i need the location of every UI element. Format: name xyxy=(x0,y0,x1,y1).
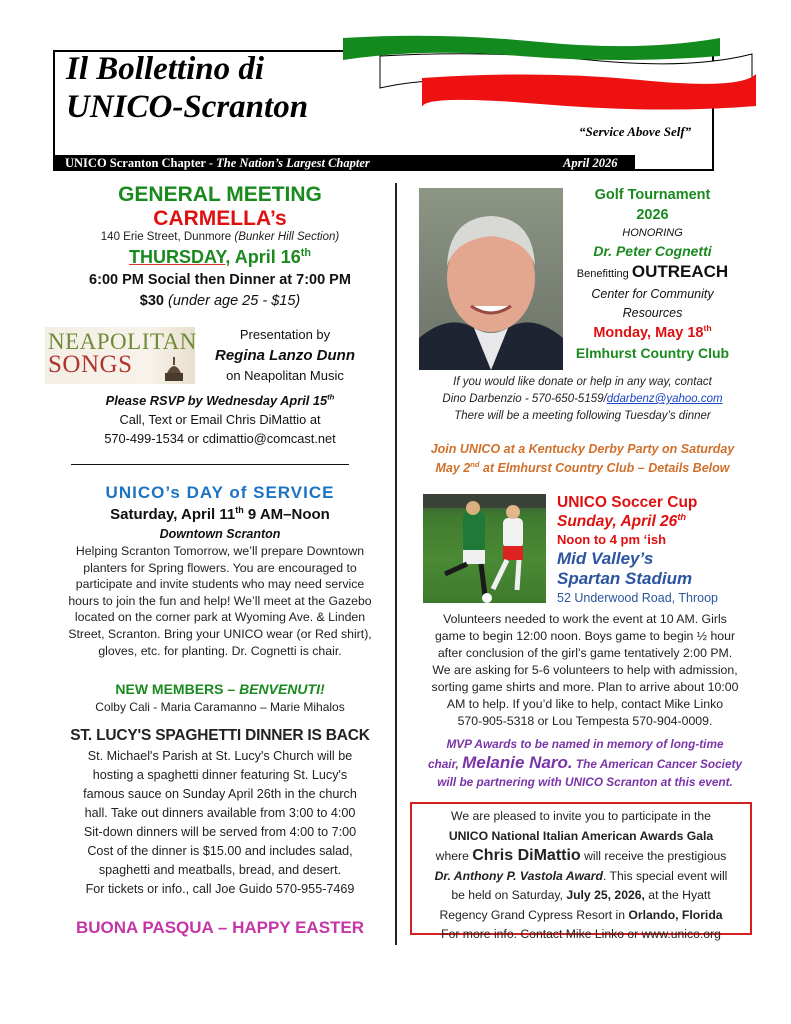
portrait-illustration xyxy=(419,188,563,370)
soccer-cup-section: UNICO Soccer Cup Sunday, April 26th Noon to 4 pm ‘ish Mid Valley’s Spartan Stadium 52 Underwood Road, Throop xyxy=(557,493,757,607)
email-link[interactable]: ddarbenz@yahoo.com xyxy=(606,393,723,405)
honoree-photo xyxy=(419,188,563,370)
golf-venue: Elmhurst Country Club xyxy=(575,345,730,361)
soccer-volunteer-info: Volunteers needed to work the event at 10 AM. Girls game to begin 12:00 noon. Boys game to begin ½ hour after conclusion of the girl’s game tentatively 2:00 PM. We are asking for 5-6 volunteers to help with admission, sorting game shirts and more. Plan to arrive about 10:00 AM to help. If you’d like to help, contact Mike Linko 570-905-5318 or Lou Tempesta 570-904-0009. xyxy=(431,612,739,728)
day-of-service-section: UNICO’s DAY of SERVICE Saturday, April 11th 9 AM–Noon Downtown Scranton Helping Scranton Tomorrow, we’ll prepare Downtown planters for Spring flowers. You are encouraged to participate and invite students who may need service hours to join the fun and help! We’ll meet at the Gazebo located on the corner park at Wyoming Ave. & Linden Street, Scranton. Bring your UNICO wear (or Red shirt), gloves, etc. for planting. Dr. Cognetti is chair. xyxy=(50,481,390,659)
meeting-date: THURSDAY, April 16th xyxy=(129,247,311,267)
gala-invitation-box: We are pleased to invite you to participate in the UNICO National Italian American Awards Gala where Chris DiMattio will receive the prestigious Dr. Anthony P. Vastola Award. This special event will be held on Saturday, July 25, 2026, at the Hyatt Regency Grand Cypress Resort in Orlando, Florida For more info. Contact Mike Linko or www.unico.org xyxy=(410,802,752,935)
new-members-names: Colby Cali - Maria Caramanno – Marie Mihalos xyxy=(95,700,345,714)
derby-announcement: Join UNICO at a Kentucky Derby Party on Saturday May 2nd at Elmhurst Country Club – Details Below xyxy=(430,442,735,475)
italian-flag-banner xyxy=(340,34,760,114)
spaghetti-dinner-section: ST. LUCY'S SPAGHETTI DINNER IS BACK St. Michael's Parish at St. Lucy's Church will be hosting a spaghetti dinner featuring St. Lucy's famous sauce on Sunday April 26th in the church hall. Take out dinners available from 3:00 to 4:00 Sit-down dinners will be served from 4:00 to 7:00 Cost of the dinner is $15.00 and includes salad, spaghetti and meatballs, bread, and desert. For tickets or info., call Joe Guido 570-955-7469 xyxy=(50,725,390,899)
motto: “Service Above Self” xyxy=(579,124,692,139)
mvp-awards-note: MVP Awards to be named in memory of long-time chair, Melanie Naro. The American Cancer Society will be partnering with UNICO Scranton at this event. xyxy=(427,737,743,789)
newsletter-title xyxy=(66,50,308,126)
general-meeting-section xyxy=(50,183,390,311)
new-members-section xyxy=(50,680,390,716)
day-of-service-body: Helping Scranton Tomorrow, we’ll prepare Downtown planters for Spring flowers. You are encouraged to participate and invite students who may need service hours to join the fun and help! We’ll meet at the Gazebo located on the corner park at Wyoming Ave. & Linden Street, Scranton. Bring your UNICO wear (or Red shirt), gloves, etc. for planting. Dr. Cognetti is chair. xyxy=(68,544,372,658)
title-line-1: Il Bollettino di xyxy=(66,51,265,87)
golf-donate-info: If you would like donate or help in any way, contact Dino Darbenzio - 570-650-5159/ddarbenz@yahoo.com There will be a meeting following Tuesday’s dinner xyxy=(442,376,723,422)
meeting-schedule: 6:00 PM Social then Dinner at 7:00 PM xyxy=(89,272,351,288)
gala-contact: For more info. Contact Mike Linko or www.unico.org xyxy=(441,927,721,941)
presentation-info: Presentation by Regina Lanzo Dunn on Neapolitan Music xyxy=(200,325,370,385)
soccer-photo xyxy=(423,494,546,603)
soccer-players-illustration xyxy=(423,494,546,603)
presenter-name: Regina Lanzo Dunn xyxy=(215,347,355,364)
venue-address: 140 Erie Street, Dunmore (Bunker Hill Section) xyxy=(100,231,340,243)
general-meeting-heading: GENERAL MEETING xyxy=(118,183,322,206)
golf-date: Monday, May 18th xyxy=(593,323,712,341)
soccer-address: 52 Underwood Road, Throop xyxy=(557,591,718,605)
masthead-bar xyxy=(53,155,635,171)
golf-heading: Golf Tournament xyxy=(594,187,711,203)
golf-honoree: Dr. Peter Cognetti xyxy=(593,243,712,259)
rsvp-info: Please RSVP by Wednesday April 15th Call, Text or Email Chris DiMattio at 570-499-1534 or cdimattio@comcast.net xyxy=(50,391,390,448)
issue-date: April 2026 xyxy=(563,156,618,170)
meeting-price: $30 (under age 25 - $15) xyxy=(139,293,301,309)
title-line-2: UNICO-Scranton xyxy=(66,89,309,125)
chapter-label: UNICO Scranton Chapter - The Nation’s Largest Chapter xyxy=(65,156,370,170)
column-divider xyxy=(395,183,397,945)
section-separator xyxy=(71,464,349,465)
golf-tournament-section: Golf Tournament 2026 HONORING Dr. Peter Cognetti Benefitting OUTREACH Center for Community Resources Monday, May 18th Elmhurst Country Club xyxy=(565,185,740,363)
rsvp-contact: 570-499-1534 or cdimattio@comcast.net xyxy=(104,431,336,446)
dome-icon xyxy=(163,355,185,381)
easter-greeting: BUONA PASQUA – HAPPY EASTER xyxy=(75,918,365,937)
venue-name: CARMELLA’s xyxy=(153,207,287,230)
day-of-service-heading: UNICO’s DAY of SERVICE xyxy=(105,483,335,502)
spaghetti-dinner-heading: ST. LUCY'S SPAGHETTI DINNER IS BACK xyxy=(70,727,370,744)
soccer-heading: UNICO Soccer Cup xyxy=(557,494,698,511)
neapolitan-songs-image: NEAPOLITAN SONGS xyxy=(45,327,195,384)
new-members-heading: NEW MEMBERS – BENVENUTI! xyxy=(115,681,325,697)
